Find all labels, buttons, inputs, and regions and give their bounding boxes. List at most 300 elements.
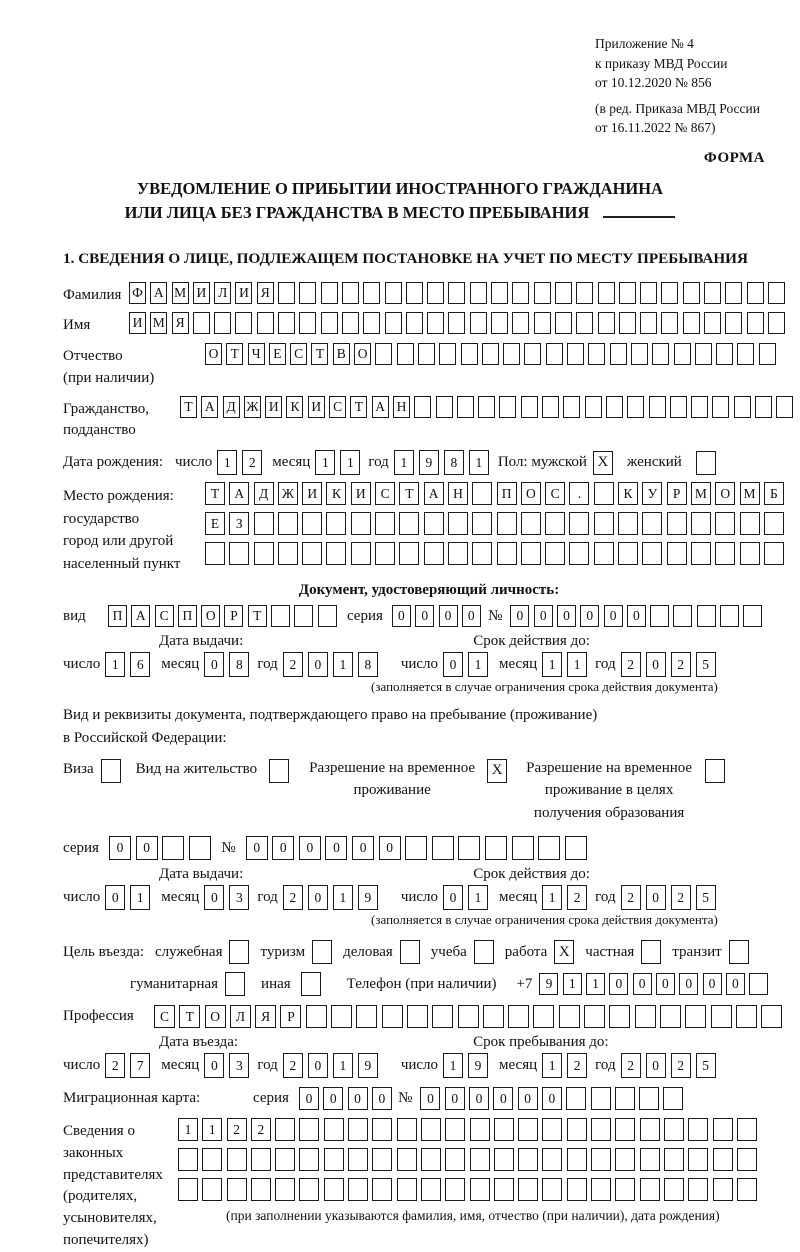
char-box[interactable]: 2 (671, 885, 691, 910)
char-box[interactable] (294, 605, 313, 627)
char-box[interactable] (372, 1148, 392, 1171)
char-box[interactable] (615, 1148, 635, 1171)
char-box[interactable]: 6 (130, 652, 150, 677)
char-box[interactable] (497, 512, 517, 535)
char-box[interactable] (566, 1087, 586, 1110)
char-box[interactable]: М (172, 282, 189, 304)
char-box[interactable] (472, 512, 492, 535)
char-box[interactable] (302, 542, 322, 565)
char-box[interactable] (542, 1118, 562, 1141)
char-box[interactable] (747, 282, 764, 304)
char-box[interactable] (461, 343, 478, 365)
char-box[interactable]: 0 (656, 973, 675, 995)
char-box[interactable]: Р (280, 1005, 301, 1028)
char-box[interactable] (713, 1178, 733, 1201)
char-box[interactable] (299, 282, 316, 304)
char-box[interactable]: 2 (283, 1053, 303, 1078)
char-box[interactable] (193, 312, 210, 334)
char-box[interactable]: К (618, 482, 638, 505)
purpose-work-checkbox[interactable]: X (554, 940, 574, 964)
char-box[interactable] (348, 1178, 368, 1201)
char-box[interactable] (324, 1148, 344, 1171)
char-box[interactable] (483, 1005, 504, 1028)
char-box[interactable] (667, 512, 687, 535)
char-box[interactable] (585, 396, 602, 418)
char-box[interactable] (768, 282, 785, 304)
char-box[interactable] (615, 1087, 635, 1110)
char-box[interactable]: И (129, 312, 146, 334)
char-box[interactable] (324, 1118, 344, 1141)
char-box[interactable]: И (235, 282, 252, 304)
char-box[interactable]: 2 (671, 652, 691, 677)
char-box[interactable] (649, 396, 666, 418)
char-box[interactable]: 5 (696, 652, 716, 677)
char-box[interactable]: А (424, 482, 444, 505)
char-box[interactable] (363, 312, 380, 334)
char-box[interactable]: 0 (679, 973, 698, 995)
char-box[interactable]: М (150, 312, 167, 334)
char-box[interactable] (202, 1178, 222, 1201)
char-box[interactable]: Ф (129, 282, 146, 304)
char-box[interactable] (546, 343, 563, 365)
char-box[interactable] (755, 396, 772, 418)
char-box[interactable] (512, 836, 534, 860)
char-box[interactable]: 2 (621, 885, 641, 910)
char-box[interactable] (348, 1148, 368, 1171)
char-box[interactable] (663, 1087, 683, 1110)
char-box[interactable]: 0 (308, 652, 328, 677)
char-box[interactable]: П (497, 482, 517, 505)
char-box[interactable]: М (691, 482, 711, 505)
char-box[interactable]: 2 (227, 1118, 247, 1141)
char-box[interactable]: 1 (542, 885, 562, 910)
char-box[interactable] (372, 1178, 392, 1201)
char-box[interactable] (299, 1148, 319, 1171)
char-box[interactable]: Б (764, 482, 784, 505)
char-box[interactable] (667, 542, 687, 565)
char-box[interactable] (445, 1148, 465, 1171)
char-box[interactable] (660, 1005, 681, 1028)
char-box[interactable]: 1 (469, 450, 489, 475)
char-box[interactable]: И (308, 396, 325, 418)
char-box[interactable] (606, 396, 623, 418)
char-box[interactable]: 0 (443, 885, 463, 910)
char-box[interactable] (482, 343, 499, 365)
char-box[interactable] (407, 1005, 428, 1028)
char-box[interactable]: 0 (308, 1053, 328, 1078)
char-box[interactable]: 2 (621, 1053, 641, 1078)
char-box[interactable] (503, 343, 520, 365)
char-box[interactable]: 8 (358, 652, 378, 677)
char-box[interactable]: 1 (394, 450, 414, 475)
char-box[interactable] (737, 343, 754, 365)
char-box[interactable]: С (329, 396, 346, 418)
gender-female-checkbox[interactable] (696, 451, 716, 475)
char-box[interactable] (664, 1148, 684, 1171)
char-box[interactable] (458, 836, 480, 860)
char-box[interactable] (674, 343, 691, 365)
char-box[interactable] (518, 1178, 538, 1201)
char-box[interactable]: Я (255, 1005, 276, 1028)
char-box[interactable]: 0 (372, 1087, 392, 1110)
char-box[interactable] (251, 1148, 271, 1171)
char-box[interactable]: 2 (283, 885, 303, 910)
char-box[interactable]: А (131, 605, 150, 627)
char-box[interactable] (485, 836, 507, 860)
char-box[interactable] (670, 396, 687, 418)
char-box[interactable] (720, 605, 739, 627)
char-box[interactable]: 2 (621, 652, 641, 677)
char-box[interactable] (494, 1118, 514, 1141)
char-box[interactable] (508, 1005, 529, 1028)
char-box[interactable] (278, 312, 295, 334)
char-box[interactable] (512, 282, 529, 304)
char-box[interactable] (640, 282, 657, 304)
char-box[interactable]: О (354, 343, 371, 365)
char-box[interactable] (542, 1148, 562, 1171)
char-box[interactable] (497, 542, 517, 565)
char-box[interactable] (251, 1178, 271, 1201)
char-box[interactable] (448, 282, 465, 304)
char-box[interactable] (494, 1148, 514, 1171)
char-box[interactable] (405, 836, 427, 860)
temp-permit-edu-checkbox[interactable] (705, 759, 725, 783)
char-box[interactable]: 1 (443, 1053, 463, 1078)
char-box[interactable] (576, 312, 593, 334)
char-box[interactable] (615, 1178, 635, 1201)
char-box[interactable] (639, 1087, 659, 1110)
char-box[interactable] (254, 542, 274, 565)
char-box[interactable]: 1 (333, 885, 353, 910)
char-box[interactable]: 0 (462, 605, 481, 627)
char-box[interactable] (618, 542, 638, 565)
char-box[interactable] (715, 542, 735, 565)
char-box[interactable] (397, 343, 414, 365)
char-box[interactable]: 5 (696, 1053, 716, 1078)
char-box[interactable]: Н (448, 482, 468, 505)
char-box[interactable] (278, 512, 298, 535)
char-box[interactable] (275, 1148, 295, 1171)
char-box[interactable] (567, 1118, 587, 1141)
char-box[interactable]: И (302, 482, 322, 505)
char-box[interactable] (661, 282, 678, 304)
char-box[interactable] (567, 343, 584, 365)
char-box[interactable]: Р (224, 605, 243, 627)
char-box[interactable] (759, 343, 776, 365)
char-box[interactable] (397, 1118, 417, 1141)
char-box[interactable]: З (229, 512, 249, 535)
char-box[interactable] (594, 512, 614, 535)
char-box[interactable] (518, 1118, 538, 1141)
char-box[interactable]: 1 (542, 652, 562, 677)
char-box[interactable] (227, 1148, 247, 1171)
char-box[interactable] (737, 1118, 757, 1141)
char-box[interactable]: Я (257, 282, 274, 304)
char-box[interactable] (162, 836, 184, 860)
char-box[interactable] (683, 312, 700, 334)
char-box[interactable]: 0 (308, 885, 328, 910)
char-box[interactable] (478, 396, 495, 418)
char-box[interactable] (521, 542, 541, 565)
char-box[interactable]: С (155, 605, 174, 627)
char-box[interactable] (521, 396, 538, 418)
char-box[interactable]: 0 (348, 1087, 368, 1110)
char-box[interactable] (688, 1118, 708, 1141)
char-box[interactable] (432, 1005, 453, 1028)
char-box[interactable] (713, 1118, 733, 1141)
char-box[interactable]: Т (180, 396, 197, 418)
char-box[interactable]: О (205, 1005, 226, 1028)
char-box[interactable] (584, 1005, 605, 1028)
char-box[interactable] (542, 1178, 562, 1201)
char-box[interactable] (712, 396, 729, 418)
char-box[interactable] (747, 312, 764, 334)
char-box[interactable] (214, 312, 231, 334)
char-box[interactable] (445, 1178, 465, 1201)
char-box[interactable] (178, 1178, 198, 1201)
char-box[interactable] (448, 512, 468, 535)
char-box[interactable] (257, 312, 274, 334)
char-box[interactable] (619, 282, 636, 304)
char-box[interactable] (470, 312, 487, 334)
char-box[interactable] (640, 312, 657, 334)
char-box[interactable] (688, 1148, 708, 1171)
char-box[interactable] (521, 512, 541, 535)
char-box[interactable]: О (715, 482, 735, 505)
char-box[interactable]: 0 (204, 1053, 224, 1078)
char-box[interactable]: 2 (567, 885, 587, 910)
char-box[interactable] (768, 312, 785, 334)
char-box[interactable]: 1 (468, 652, 488, 677)
char-box[interactable] (737, 1148, 757, 1171)
char-box[interactable]: У (642, 482, 662, 505)
char-box[interactable] (375, 343, 392, 365)
char-box[interactable]: 2 (567, 1053, 587, 1078)
char-box[interactable] (427, 282, 444, 304)
char-box[interactable]: 1 (105, 652, 125, 677)
char-box[interactable]: Н (393, 396, 410, 418)
char-box[interactable] (555, 282, 572, 304)
char-box[interactable] (178, 1148, 198, 1171)
char-box[interactable]: К (326, 482, 346, 505)
char-box[interactable]: 1 (340, 450, 360, 475)
char-box[interactable] (619, 312, 636, 334)
char-box[interactable] (524, 343, 541, 365)
char-box[interactable]: 0 (136, 836, 158, 860)
char-box[interactable] (406, 312, 423, 334)
char-box[interactable] (776, 396, 793, 418)
char-box[interactable]: 0 (204, 885, 224, 910)
char-box[interactable]: Т (399, 482, 419, 505)
char-box[interactable]: 0 (415, 605, 434, 627)
char-box[interactable]: 0 (105, 885, 125, 910)
char-box[interactable]: И (193, 282, 210, 304)
char-box[interactable] (491, 282, 508, 304)
char-box[interactable]: О (201, 605, 220, 627)
char-box[interactable] (326, 512, 346, 535)
char-box[interactable]: 1 (468, 885, 488, 910)
char-box[interactable]: 0 (604, 605, 623, 627)
char-box[interactable] (545, 512, 565, 535)
char-box[interactable]: 2 (242, 450, 262, 475)
char-box[interactable]: А (372, 396, 389, 418)
char-box[interactable] (673, 605, 692, 627)
char-box[interactable]: Л (230, 1005, 251, 1028)
visa-checkbox[interactable] (101, 759, 121, 783)
char-box[interactable]: 2 (105, 1053, 125, 1078)
char-box[interactable] (588, 343, 605, 365)
char-box[interactable]: 1 (202, 1118, 222, 1141)
char-box[interactable] (385, 282, 402, 304)
char-box[interactable]: М (740, 482, 760, 505)
char-box[interactable] (594, 482, 614, 505)
char-box[interactable] (363, 282, 380, 304)
char-box[interactable]: 0 (299, 836, 321, 860)
char-box[interactable] (472, 482, 492, 505)
char-box[interactable] (640, 1178, 660, 1201)
char-box[interactable] (399, 512, 419, 535)
char-box[interactable] (715, 512, 735, 535)
char-box[interactable] (591, 1118, 611, 1141)
char-box[interactable] (318, 605, 337, 627)
char-box[interactable]: 1 (586, 973, 605, 995)
char-box[interactable]: 5 (696, 885, 716, 910)
char-box[interactable]: 9 (468, 1053, 488, 1078)
char-box[interactable]: 0 (204, 652, 224, 677)
char-box[interactable] (567, 1148, 587, 1171)
char-box[interactable] (688, 1178, 708, 1201)
char-box[interactable] (275, 1118, 295, 1141)
char-box[interactable] (439, 343, 456, 365)
char-box[interactable]: 0 (272, 836, 294, 860)
char-box[interactable]: 2 (671, 1053, 691, 1078)
char-box[interactable]: 0 (609, 973, 628, 995)
char-box[interactable]: Д (254, 482, 274, 505)
char-box[interactable] (640, 1148, 660, 1171)
char-box[interactable] (609, 1005, 630, 1028)
purpose-private-checkbox[interactable] (641, 940, 661, 964)
char-box[interactable]: Ж (244, 396, 261, 418)
char-box[interactable]: 9 (419, 450, 439, 475)
char-box[interactable] (512, 312, 529, 334)
gender-male-checkbox[interactable]: X (593, 451, 613, 475)
char-box[interactable]: Р (667, 482, 687, 505)
char-box[interactable]: 1 (315, 450, 335, 475)
char-box[interactable]: 0 (420, 1087, 440, 1110)
char-box[interactable] (743, 605, 762, 627)
char-box[interactable] (683, 282, 700, 304)
char-box[interactable]: 9 (358, 885, 378, 910)
char-box[interactable]: 0 (325, 836, 347, 860)
char-box[interactable] (421, 1118, 441, 1141)
char-box[interactable] (494, 1178, 514, 1201)
char-box[interactable] (321, 282, 338, 304)
char-box[interactable] (397, 1178, 417, 1201)
purpose-transit-checkbox[interactable] (729, 940, 749, 964)
char-box[interactable] (576, 282, 593, 304)
char-box[interactable] (691, 512, 711, 535)
char-box[interactable] (594, 542, 614, 565)
char-box[interactable] (385, 312, 402, 334)
char-box[interactable] (351, 542, 371, 565)
char-box[interactable] (591, 1087, 611, 1110)
purpose-official-checkbox[interactable] (229, 940, 249, 964)
char-box[interactable] (591, 1148, 611, 1171)
char-box[interactable] (229, 542, 249, 565)
char-box[interactable]: 1 (542, 1053, 562, 1078)
char-box[interactable]: 0 (379, 836, 401, 860)
char-box[interactable] (598, 312, 615, 334)
char-box[interactable]: Т (226, 343, 243, 365)
char-box[interactable] (342, 312, 359, 334)
char-box[interactable] (711, 1005, 732, 1028)
char-box[interactable]: 0 (493, 1087, 513, 1110)
char-box[interactable] (740, 542, 760, 565)
char-box[interactable] (664, 1178, 684, 1201)
char-box[interactable]: Т (248, 605, 267, 627)
char-box[interactable]: 0 (646, 885, 666, 910)
char-box[interactable] (555, 312, 572, 334)
char-box[interactable] (321, 312, 338, 334)
char-box[interactable] (737, 1178, 757, 1201)
char-box[interactable] (499, 396, 516, 418)
char-box[interactable]: А (150, 282, 167, 304)
char-box[interactable] (642, 512, 662, 535)
char-box[interactable]: 0 (703, 973, 722, 995)
char-box[interactable]: В (333, 343, 350, 365)
char-box[interactable]: О (205, 343, 222, 365)
purpose-tourism-checkbox[interactable] (312, 940, 332, 964)
char-box[interactable] (631, 343, 648, 365)
char-box[interactable]: И (351, 482, 371, 505)
char-box[interactable] (382, 1005, 403, 1028)
char-box[interactable] (716, 343, 733, 365)
char-box[interactable]: 0 (557, 605, 576, 627)
char-box[interactable] (565, 836, 587, 860)
char-box[interactable] (448, 542, 468, 565)
char-box[interactable] (534, 282, 551, 304)
char-box[interactable]: 9 (358, 1053, 378, 1078)
char-box[interactable]: 0 (323, 1087, 343, 1110)
char-box[interactable] (424, 512, 444, 535)
char-box[interactable] (725, 282, 742, 304)
char-box[interactable] (736, 1005, 757, 1028)
char-box[interactable]: К (286, 396, 303, 418)
char-box[interactable]: 2 (251, 1118, 271, 1141)
char-box[interactable] (427, 312, 444, 334)
char-box[interactable]: 3 (229, 1053, 249, 1078)
temp-permit-checkbox[interactable]: X (487, 759, 507, 783)
char-box[interactable]: 1 (333, 1053, 353, 1078)
char-box[interactable] (275, 1178, 295, 1201)
char-box[interactable] (764, 542, 784, 565)
purpose-other-checkbox[interactable] (301, 972, 321, 996)
char-box[interactable] (331, 1005, 352, 1028)
char-box[interactable] (418, 343, 435, 365)
char-box[interactable]: С (545, 482, 565, 505)
char-box[interactable]: 0 (518, 1087, 538, 1110)
char-box[interactable]: 1 (567, 652, 587, 677)
char-box[interactable] (424, 542, 444, 565)
char-box[interactable] (533, 1005, 554, 1028)
char-box[interactable]: 1 (217, 450, 237, 475)
char-box[interactable]: 0 (633, 973, 652, 995)
char-box[interactable] (356, 1005, 377, 1028)
char-box[interactable] (725, 312, 742, 334)
char-box[interactable]: 9 (539, 973, 558, 995)
char-box[interactable] (432, 836, 454, 860)
char-box[interactable]: 0 (534, 605, 553, 627)
